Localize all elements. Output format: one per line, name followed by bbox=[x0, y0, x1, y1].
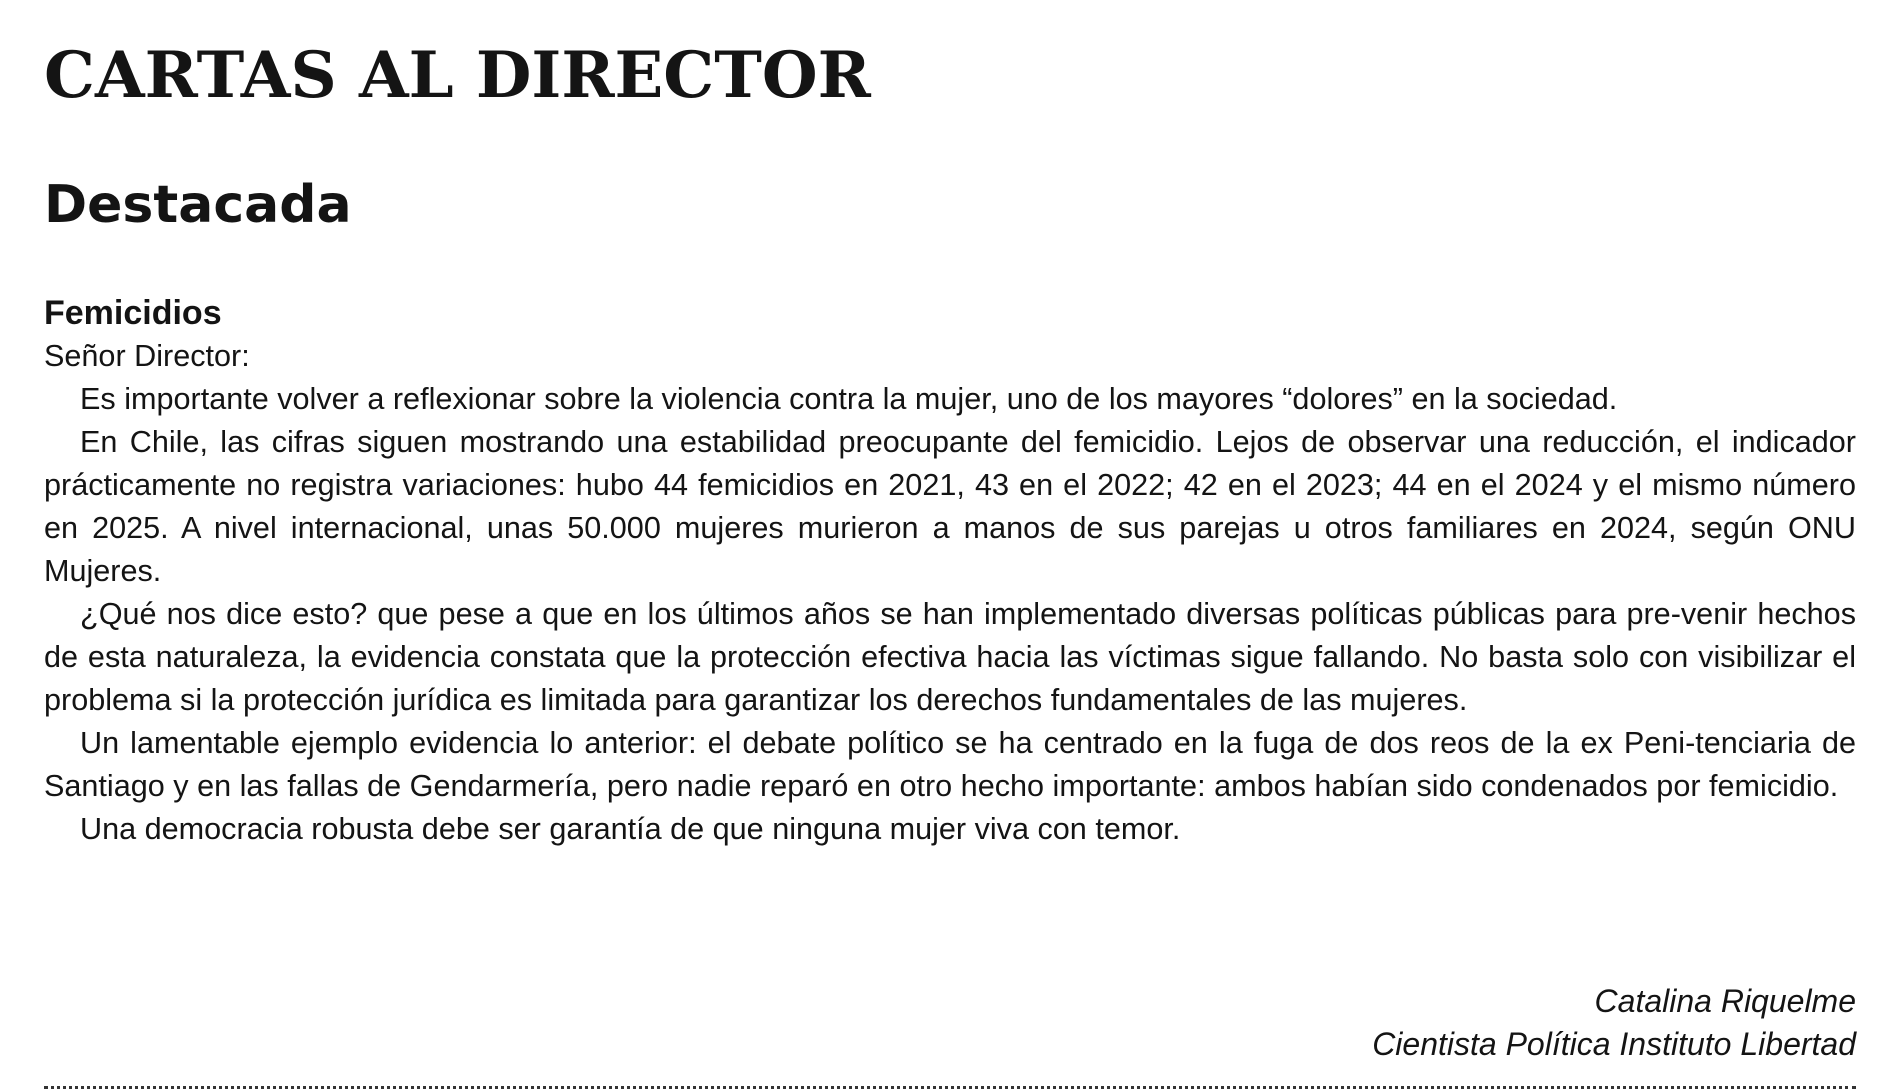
letter-signature bbox=[1372, 980, 1856, 1066]
author-affiliation: Cientista Política Instituto Libertad bbox=[1372, 1026, 1856, 1062]
letter-paragraph: ¿Qué nos dice esto? que pese a que en los últimos años se han implementado diversas políticas públicas para pre-venir hechos de esta naturaleza, la evidencia constata que la protección efectiva hacia las víctimas sigue fallando. No basta solo con visibilizar el problema si la protección jurídica es limitada para garantizar los derechos fundamentales de las mujeres. bbox=[44, 597, 1856, 717]
letter-salutation: Señor Director: bbox=[44, 339, 250, 373]
bottom-divider bbox=[44, 1086, 1856, 1089]
section-title: CARTAS AL DIRECTOR bbox=[44, 38, 871, 113]
newspaper-page bbox=[44, 0, 1856, 1092]
letter-paragraph: Un lamentable ejemplo evidencia lo anterior: el debate político se ha centrado en la fuga de dos reos de la ex Peni-tenciaria de Santiago y en las fallas de Gendarmería, pero nadie reparó en otro hecho importante: ambos habían sido condenados por femicidio. bbox=[44, 726, 1856, 803]
letter-to-editor bbox=[44, 292, 1856, 851]
author-name: Catalina Riquelme bbox=[1594, 983, 1856, 1019]
subsection-title: Destacada bbox=[44, 175, 352, 235]
letter-paragraph: Es importante volver a reflexionar sobre la violencia contra la mujer, uno de los mayores “dolores” en la sociedad. bbox=[80, 382, 1618, 416]
letter-heading: Femicidios bbox=[44, 294, 222, 332]
letter-paragraph: Una democracia robusta debe ser garantía de que ninguna mujer viva con temor. bbox=[80, 812, 1181, 846]
letter-paragraph: En Chile, las cifras siguen mostrando una estabilidad preocupante del femicidio. Lejos de observar una reducción, el indicador prácticamente no registra variaciones: hubo 44 femicidios en 2021, 43 en el 2022; 42 en el 2023; 44 en el 2024 y el mismo número en 2025. A nivel internacional, unas 50.000 mujeres murieron a manos de sus parejas u otros familiares en 2024, según ONU Mujeres. bbox=[44, 425, 1856, 588]
